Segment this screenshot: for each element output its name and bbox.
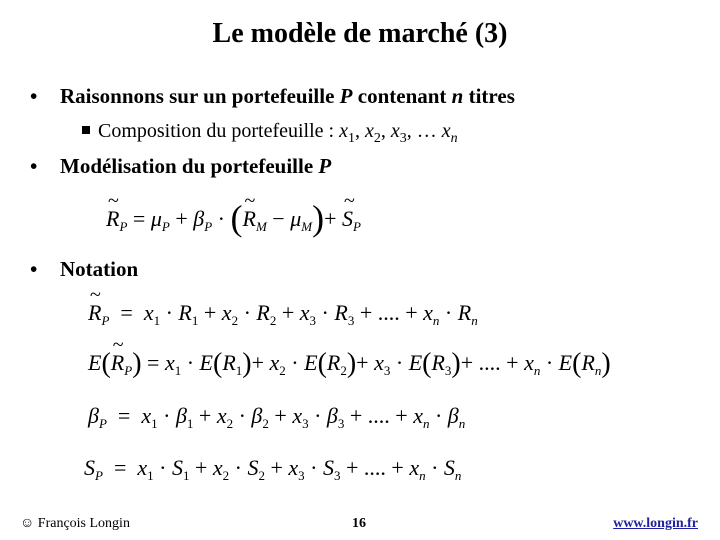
equation-market-model: ~ $R_P = \mu_P + \beta_P$ · (~ $R_M - \mu_M)+$ ~ $S_P$ [106,197,361,239]
footer-page-number: 16 [352,516,366,531]
footer-author: ☺ François Longin [20,516,130,531]
equation-return: ~ $R_P = x_1 \cdot R_1 + x_2 \cdot R_2 + x_3 \cdot R_3$ + .... + $x_n \cdot R_n$ [88,300,478,329]
equation-specific-risk: $S_P = x_1 \cdot S_1 + x_2 \cdot S_2 + x_3 \cdot S_3$ + .... + $x_n \cdot S_n$ [84,455,462,483]
bullet-notation: • Notation [30,257,139,281]
bullet-dot: • [30,257,38,281]
sub-bullet-composition: Composition du portefeuille : $x_1$, $x_2$, $x_3$, … $x_n$ [82,120,458,147]
equation-beta: $\beta_P = x_1 \cdot \beta_1 + x_2 \cdot \beta_2 + x_3 \cdot \beta_3$ + .... + $x_n \cdot \beta_n$ [88,403,466,431]
bullet-portfolio: • Raisonnons sur un portefeuille P contenant n titres [30,84,515,108]
bullet-modelisation: • Modélisation du portefeuille P [30,154,332,178]
bullet-dot: • [30,154,38,178]
square-bullet-icon [82,126,90,134]
equation-expected-return: E(~ $R_P) = x_1 \cdot E(R_1)+ x_2 \cdot E(R_2)+ x_3 \cdot E(R_3)+$ .... + $x_n \cdot E(R_n)$ [88,348,611,380]
bullet-dot: • [30,84,38,108]
footer-website-link[interactable]: www.longin.fr [613,516,698,531]
slide-title: Le modèle de marché (3) [212,18,508,49]
